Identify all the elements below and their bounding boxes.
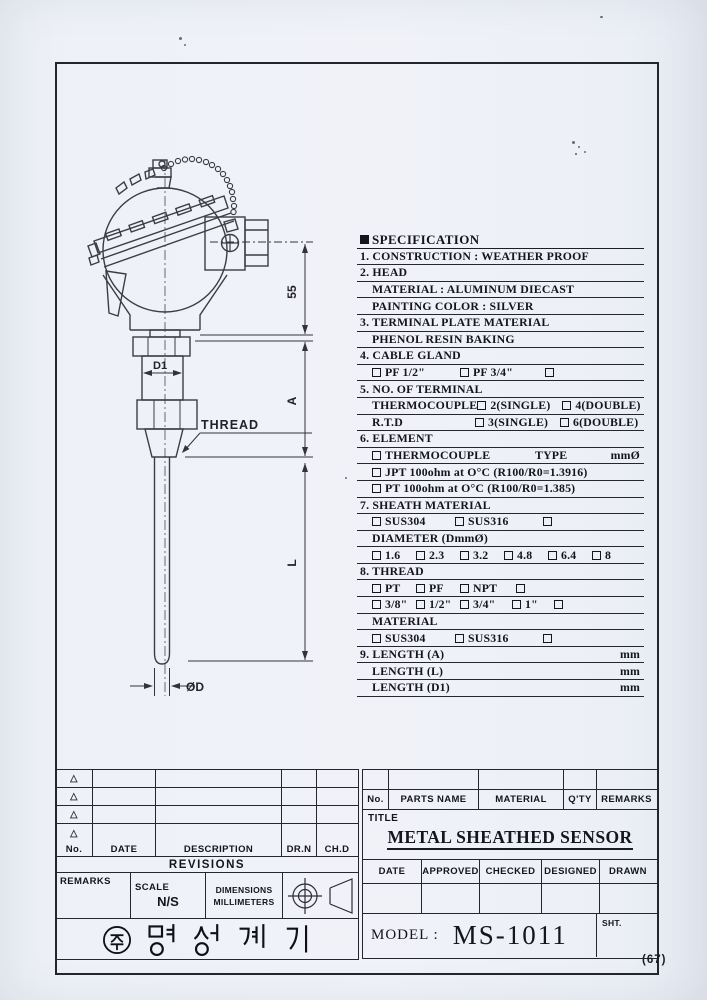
model-label: MODEL : (371, 927, 439, 943)
header-cell (56, 770, 93, 787)
option-label: 4(DOUBLE) (575, 398, 641, 413)
dim-55-label: 55 (285, 285, 299, 299)
option-label: mm (619, 680, 640, 695)
option-label: 8. THREAD (360, 564, 424, 579)
option-label: 1" (525, 597, 538, 612)
spec-row (357, 647, 644, 664)
spec-option (516, 584, 529, 593)
spec-row (357, 365, 644, 382)
spec-option (560, 415, 638, 430)
header-cell (600, 860, 656, 883)
header-label: DESIGNED (544, 866, 597, 877)
spec-option (372, 597, 416, 612)
spec-option (372, 448, 535, 463)
spec-option (592, 548, 611, 563)
model-cell (363, 914, 597, 957)
option-label: 4. CABLE GLAND (360, 348, 461, 363)
option-label: PF 1/2" (385, 365, 425, 380)
empty-cell (597, 770, 656, 789)
spec-option (543, 634, 556, 643)
header-cell (597, 790, 656, 809)
sheet-cell (597, 914, 657, 957)
empty-cell (156, 770, 282, 787)
checkbox[interactable] (372, 368, 381, 377)
union-nut (133, 337, 190, 356)
option-label: DIAMETER (DmmØ) (372, 530, 489, 545)
spec-text (372, 299, 534, 314)
spec-option (372, 631, 455, 646)
header-label: DATE (378, 866, 406, 877)
spec-option (548, 548, 592, 563)
header-cell (93, 842, 156, 856)
checkbox[interactable] (460, 600, 469, 609)
spec-row (357, 315, 644, 332)
spec-option (504, 548, 548, 563)
header-cell (363, 860, 422, 883)
checkbox[interactable] (545, 368, 554, 377)
empty-cell (93, 770, 156, 787)
option-label: LENGTH (L) (372, 663, 444, 678)
option-label: PT 100ohm at O°C (R100/R0=1.385) (385, 481, 576, 496)
spec-text (372, 282, 574, 297)
option-label: 3/4" (473, 597, 496, 612)
empty-cell (317, 806, 357, 823)
checkbox[interactable] (562, 401, 571, 410)
header-cell (389, 790, 479, 809)
checkbox[interactable] (460, 551, 469, 560)
option-label: 6. ELEMENT (360, 431, 433, 446)
thread-hex (137, 400, 197, 429)
parts-headers (363, 790, 657, 810)
header-label: △ (70, 773, 78, 784)
model-row (363, 914, 657, 957)
spec-option (372, 581, 416, 596)
header-label: DRAWN (609, 866, 647, 877)
header-cell (56, 806, 93, 823)
spec-text (372, 415, 475, 430)
projection-symbol-icon (286, 876, 354, 916)
spec-row (357, 431, 644, 448)
empty-cell (156, 788, 282, 805)
header-label: MATERIAL (495, 794, 547, 805)
header-label: REMARKS (601, 794, 652, 805)
title-block (362, 769, 658, 959)
checkbox[interactable] (592, 551, 601, 560)
company-logo-circled-ju (102, 925, 132, 955)
spec-row (357, 514, 644, 531)
dim-l-label: L (285, 559, 299, 567)
taper-thread (145, 429, 183, 457)
sheet-label: SHT. (602, 918, 622, 928)
model-number: MS-1011 (452, 920, 568, 950)
spec-row (357, 415, 644, 432)
spec-text (535, 448, 567, 463)
scale-label: SCALE (135, 881, 170, 893)
spec-option (477, 398, 562, 413)
option-label: 6.4 (561, 547, 577, 562)
checkbox[interactable] (477, 401, 486, 410)
spec-option (455, 514, 543, 529)
empty-cell (600, 884, 656, 913)
option-label: TYPE (535, 448, 568, 463)
checkbox[interactable] (516, 584, 525, 593)
specification-section (357, 232, 644, 697)
scan-speck (184, 44, 186, 46)
spec-option (460, 597, 512, 612)
remarks-cell (56, 873, 131, 918)
revision-rows (56, 770, 358, 842)
scan-speck (572, 141, 575, 144)
header-cell (363, 790, 389, 809)
spec-text (620, 664, 642, 679)
spec-option (372, 548, 416, 563)
header-label: CHECKED (485, 866, 536, 877)
spec-row (357, 348, 644, 365)
spec-row (357, 564, 644, 581)
spec-row (357, 597, 644, 614)
checkbox[interactable] (372, 600, 381, 609)
spec-title: SPECIFICATION (372, 231, 480, 247)
spec-row (357, 547, 644, 564)
option-label: 3(SINGLE) (488, 414, 549, 429)
dimensions-cell (206, 873, 283, 918)
option-label: R.T.D (372, 414, 403, 429)
spec-option (475, 415, 560, 430)
option-label: PF (429, 580, 444, 595)
spec-option (372, 514, 455, 529)
option-label: 6(DOUBLE) (573, 414, 639, 429)
revision-row (56, 788, 358, 806)
empty-cell (542, 884, 600, 913)
option-label: MATERIAL (372, 613, 438, 628)
checkbox[interactable] (372, 451, 381, 460)
option-label: THERMOCOUPLE (385, 448, 491, 463)
spec-row (357, 580, 644, 597)
remarks-label: REMARKS (60, 876, 111, 887)
spec-text (372, 614, 438, 629)
checkbox[interactable] (548, 551, 557, 560)
header-label: Q'TY (568, 794, 592, 805)
header-cell (56, 842, 93, 856)
spec-row (357, 298, 644, 315)
revision-row (56, 824, 358, 842)
header-label: △ (70, 791, 78, 802)
checkbox[interactable] (372, 517, 381, 526)
dim-d1-label: D1 (153, 360, 168, 372)
spec-option (562, 398, 640, 413)
header-cell (282, 842, 317, 856)
option-label: THERMOCOUPLE (372, 398, 478, 413)
option-label: 3. TERMINAL PLATE MATERIAL (360, 315, 550, 330)
protection-cap-chain (161, 156, 236, 214)
spec-row (357, 249, 644, 266)
header-cell (56, 788, 93, 805)
option-label: 1.6 (385, 547, 401, 562)
empty-cell (93, 788, 156, 805)
checkbox[interactable] (475, 418, 484, 427)
dim-a-label: A (285, 396, 299, 406)
scan-speck (179, 37, 182, 40)
parts-empty-row (363, 770, 657, 790)
option-label: PT (385, 580, 401, 595)
spec-row (357, 481, 644, 498)
company-glyph-myeong (147, 923, 177, 957)
company-name (56, 919, 358, 960)
checkbox[interactable] (372, 484, 381, 493)
cap-knob (149, 160, 171, 188)
spec-option (460, 548, 504, 563)
spec-text (360, 431, 433, 446)
dimension-arrows (143, 244, 308, 689)
spec-option (512, 597, 554, 612)
checkbox[interactable] (372, 634, 381, 643)
option-label: MATERIAL : ALUMINUM DIECAST (372, 282, 575, 297)
spec-text (620, 680, 642, 695)
spec-option (372, 465, 588, 480)
option-label: 2.3 (429, 547, 445, 562)
header-label: △ (70, 827, 78, 839)
scan-speck (575, 153, 577, 155)
empty-cell (363, 770, 389, 789)
head-lid (88, 196, 234, 267)
probe-sheath (155, 457, 170, 664)
checkbox[interactable] (560, 418, 569, 427)
revision-row (56, 806, 358, 824)
spec-row (357, 614, 644, 631)
spec-row (357, 498, 644, 515)
spec-text (611, 448, 642, 463)
option-label: NPT (473, 580, 498, 595)
spec-option (416, 548, 460, 563)
checkbox[interactable] (460, 368, 469, 377)
header-label: △ (70, 809, 78, 820)
header-label: DESCRIPTION (183, 843, 254, 855)
checkbox[interactable] (416, 551, 425, 560)
company-glyph-seong (192, 923, 222, 957)
option-label: JPT 100ohm at O°C (R100/R0=1.3916) (385, 464, 588, 479)
company-glyph-gye (237, 923, 267, 957)
spec-option (416, 597, 460, 612)
spec-option (372, 481, 575, 496)
checkbox[interactable] (543, 517, 552, 526)
empty-cell (564, 770, 597, 789)
empty-cell (363, 884, 422, 913)
spec-text (620, 647, 642, 662)
empty-cell (422, 884, 480, 913)
spec-row (357, 381, 644, 398)
header-cell (156, 842, 282, 856)
spec-text (360, 647, 444, 662)
title-label: TITLE (368, 813, 399, 824)
spec-text (372, 664, 443, 679)
checkbox[interactable] (455, 517, 464, 526)
header-cell (480, 860, 542, 883)
checkbox[interactable] (512, 600, 521, 609)
spec-text (360, 315, 549, 330)
spec-row (357, 232, 644, 249)
option-label: mm (619, 663, 640, 678)
drawing-title: METAL SHEATHED SENSOR (363, 827, 657, 848)
checkbox[interactable] (372, 551, 381, 560)
spec-row (357, 398, 644, 415)
spec-row (357, 663, 644, 680)
option-label: 1. CONSTRUCTION : WEATHER PROOF (360, 248, 589, 263)
header-label: No. (367, 794, 384, 805)
spec-row (357, 448, 644, 465)
option-label: PHENOL RESIN BAKING (372, 331, 515, 346)
scan-speck (600, 16, 603, 18)
company-glyph-gi (282, 923, 312, 957)
scan-speck (578, 146, 580, 148)
header-cell (479, 790, 564, 809)
checkbox[interactable] (455, 634, 464, 643)
header-cell (542, 860, 600, 883)
revision-headers (56, 842, 358, 857)
option-label: 5. NO. OF TERMINAL (360, 381, 483, 396)
scale-value: N/S (157, 893, 179, 909)
header-label: CH.D (324, 843, 350, 855)
option-label: 1/2" (429, 597, 452, 612)
spec-option (372, 365, 460, 380)
option-label: 7. SHEATH MATERIAL (360, 497, 491, 512)
spec-row (357, 630, 644, 647)
spec-row (357, 282, 644, 299)
header-label: APPROVED (422, 866, 479, 877)
option-label: SUS316 (468, 514, 509, 529)
spec-option (460, 581, 516, 596)
spec-text (360, 348, 461, 363)
checkbox[interactable] (372, 584, 381, 593)
option-label: 2(SINGLE) (490, 398, 551, 413)
header-cell (317, 842, 357, 856)
spec-text (372, 398, 477, 413)
empty-cell (156, 824, 282, 842)
spec-text (360, 249, 589, 264)
header-label: DR.N (286, 843, 312, 855)
empty-cell (479, 770, 564, 789)
dia-d-label: ØD (186, 680, 204, 694)
option-label: 2. HEAD (360, 265, 408, 280)
title-box (363, 810, 657, 860)
empty-cell (156, 806, 282, 823)
spec-text (372, 531, 488, 546)
dimensions-value: MILLIMETERS (213, 896, 275, 907)
empty-cell (282, 788, 317, 805)
spec-option (460, 365, 545, 380)
option-label: SUS304 (385, 630, 426, 645)
spec-text (372, 332, 515, 347)
header-label: DATE (110, 843, 138, 855)
approval-empty-row (363, 884, 657, 914)
checkbox[interactable] (543, 634, 552, 643)
spec-text (372, 680, 450, 695)
spec-option (543, 517, 556, 526)
option-label: mmØ (610, 448, 640, 463)
empty-cell (93, 806, 156, 823)
spec-text (360, 498, 491, 513)
projection-cell (283, 873, 357, 918)
square-bullet-icon (360, 235, 369, 244)
checkbox[interactable] (416, 600, 425, 609)
spec-option (455, 631, 543, 646)
option-label: 4.8 (517, 547, 533, 562)
scale-cell (131, 873, 206, 918)
empty-cell (317, 770, 357, 787)
empty-cell (317, 824, 357, 842)
option-label: SUS304 (385, 514, 426, 529)
header-cell (56, 824, 93, 842)
sensor-drawing (60, 130, 360, 722)
header-cell (422, 860, 480, 883)
spec-text (360, 382, 483, 397)
approval-headers (363, 860, 657, 884)
spec-row (357, 332, 644, 349)
empty-cell (93, 824, 156, 842)
option-label: PF 3/4" (473, 365, 513, 380)
empty-cell (389, 770, 479, 789)
revisions-banner: REVISIONS (56, 857, 358, 873)
spec-option (416, 581, 460, 596)
option-label: SUS316 (468, 630, 509, 645)
spec-option (554, 600, 567, 609)
checkbox[interactable] (504, 551, 513, 560)
scan-speck (584, 151, 586, 153)
empty-cell (480, 884, 542, 913)
option-label: 3/8" (385, 597, 408, 612)
header-label: PARTS NAME (400, 794, 467, 805)
drawing-meta-row (56, 873, 358, 919)
option-label: PAINTING COLOR : SILVER (372, 298, 534, 313)
spec-row (357, 265, 644, 282)
dimensions-label: DIMENSIONS (215, 884, 273, 895)
spec-row (357, 531, 644, 548)
option-label: 8 (605, 547, 612, 562)
header-label: No. (65, 843, 83, 855)
spec-row (357, 464, 644, 481)
empty-cell (282, 824, 317, 842)
spec-text (360, 265, 407, 280)
empty-cell (317, 788, 357, 805)
checkbox[interactable] (416, 584, 425, 593)
revisions-block (55, 769, 359, 960)
spec-text (360, 564, 424, 579)
thread-label: THREAD (201, 418, 260, 432)
option-label: 3.2 (473, 547, 489, 562)
spec-row (357, 680, 644, 697)
checkbox[interactable] (372, 468, 381, 477)
page-number: (67) (642, 954, 667, 966)
option-label: 9. LENGTH (A) (360, 647, 445, 662)
option-label: LENGTH (D1) (372, 680, 450, 695)
revision-row (56, 770, 358, 788)
option-label: mm (619, 647, 640, 662)
checkbox[interactable] (460, 584, 469, 593)
empty-cell (282, 806, 317, 823)
header-cell (564, 790, 597, 809)
checkbox[interactable] (554, 600, 563, 609)
empty-cell (282, 770, 317, 787)
spec-option (545, 368, 558, 377)
